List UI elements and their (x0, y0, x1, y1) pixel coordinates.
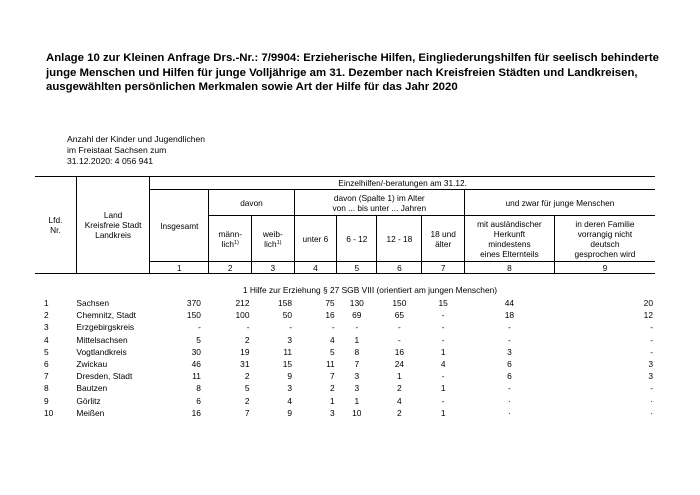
row-region: Mittelsachsen (76, 334, 128, 345)
col-auslaendisch: mit ausländischer Herkunft mindestens eines Elternteils (464, 216, 554, 262)
row-value: 1 (397, 371, 402, 382)
table-row (35, 370, 655, 382)
row-value: 3 (287, 334, 293, 345)
row-value: 2 (397, 407, 402, 418)
row-value: · (508, 395, 511, 406)
row-value: - (650, 346, 653, 357)
row-value: 1 (354, 395, 360, 406)
row-value: 2 (397, 383, 402, 394)
table-header (35, 176, 655, 274)
row-value: 130 (349, 298, 364, 308)
row-region: Görlitz (76, 395, 101, 406)
table-row (35, 358, 655, 370)
col-number: 1 (150, 262, 209, 274)
table-row (35, 309, 655, 321)
document-title: Anlage 10 zur Kleinen Anfrage Drs.-Nr.: 7/9904: Erzieherische Hilfen, Eingliederungshilfen für seelisch behinderte junge Menschen und Hilfen für junge Volljährige am 31. Dezember nach Kreisfreien Städten und Landkreisen, ausgewählten persönlichen Merkmalen sowie Art der Hilfe für das Jahr 2020 (46, 52, 659, 94)
row-value: 2 (330, 383, 335, 394)
row-number: 10 (44, 407, 54, 418)
col-number: 2 (209, 262, 252, 274)
row-number: 1 (44, 298, 49, 308)
row-value: 16 (191, 407, 201, 418)
row-number: 9 (44, 395, 49, 406)
col-number: 4 (294, 262, 337, 274)
row-value: - (650, 322, 653, 333)
row-value: 11 (283, 346, 293, 357)
col-familie: in deren Familie vorrangig nicht deutsch gesprochen wird (554, 216, 655, 262)
row-value: - (397, 322, 401, 333)
row-value: 5 (244, 383, 250, 394)
row-value: 11 (192, 371, 201, 382)
row-value: 3 (648, 371, 653, 382)
row-value: 158 (278, 298, 293, 308)
row-value: 9 (287, 407, 293, 418)
col-number: 6 (377, 262, 422, 274)
row-value: 24 (394, 359, 405, 370)
row-value: 16 (394, 346, 405, 357)
row-value: 11 (325, 359, 335, 370)
row-value: - (441, 310, 445, 321)
row-number: 2 (44, 310, 49, 321)
row-value: - (331, 322, 335, 333)
row-value: 4 (330, 334, 335, 345)
row-value: - (650, 334, 653, 345)
table-row (35, 334, 655, 346)
row-value: 18 (504, 310, 515, 321)
row-value: 8 (196, 383, 201, 394)
row-value: 20 (643, 298, 653, 308)
row-value: 3 (354, 383, 360, 394)
row-region: Meißen (76, 407, 105, 418)
row-value: 1 (330, 395, 335, 406)
table-row (35, 346, 655, 358)
data-table (35, 297, 655, 419)
row-value: 2 (244, 395, 250, 406)
row-value: 19 (240, 346, 250, 357)
row-value: - (441, 334, 445, 345)
table-row (35, 395, 655, 407)
row-value: 1 (440, 383, 446, 394)
row-value: 6 (196, 395, 201, 406)
col-alter-group: davon (Spalte 1) im Alter von ... bis unter ... Jahren (294, 190, 464, 216)
row-value: - (355, 322, 359, 333)
col-zwar-group: und zwar für junge Menschen (464, 190, 655, 216)
col-number: 9 (554, 262, 655, 274)
col-12-18: 12 - 18 (377, 216, 422, 262)
population-note-line3: 31.12.2020: 4 056 941 (67, 156, 154, 166)
row-region: Chemnitz, Stadt (76, 310, 136, 321)
row-region: Zwickau (76, 359, 108, 370)
row-value: - (397, 334, 401, 345)
row-number: 5 (44, 346, 49, 357)
col-unter-6: unter 6 (294, 216, 337, 262)
row-value: - (508, 383, 511, 394)
col-davon: davon (209, 190, 294, 216)
row-value: 3 (330, 407, 335, 418)
row-value: 75 (325, 298, 335, 308)
col-weiblich: weib- lich$^{1)}$ (252, 216, 295, 262)
row-value: · (650, 395, 653, 406)
col-number: 5 (337, 262, 377, 274)
row-value: - (650, 383, 653, 394)
row-value: - (198, 322, 201, 333)
row-value: 1 (440, 346, 446, 357)
row-value: 12 (643, 310, 653, 321)
row-number: 6 (44, 359, 49, 370)
row-value: 1 (440, 407, 446, 418)
row-value: 3 (354, 371, 360, 382)
row-value: 6 (507, 359, 512, 370)
row-value: - (441, 371, 445, 382)
row-value: 44 (504, 298, 515, 308)
row-number: 3 (44, 322, 49, 333)
row-region: Vogtlandkreis (76, 346, 127, 357)
row-value: 150 (186, 310, 201, 321)
row-value: 2 (244, 334, 250, 345)
row-value: 16 (325, 310, 335, 321)
row-value: - (508, 322, 511, 333)
row-value: 6 (507, 371, 512, 382)
row-value: 7 (354, 359, 360, 370)
row-value: 5 (196, 334, 201, 345)
row-region: Bautzen (76, 383, 108, 394)
row-value: 3 (648, 359, 653, 370)
row-number: 8 (44, 383, 49, 394)
table-row (35, 297, 655, 309)
row-value: 4 (440, 359, 446, 370)
table-row (35, 321, 655, 333)
row-value: 31 (240, 359, 250, 370)
row-value: - (246, 322, 250, 333)
row-value: 15 (282, 359, 293, 370)
col-einzelhilfen: Einzelhilfen/-beratungen am 31.12. (150, 177, 655, 190)
table-row (35, 382, 655, 394)
row-value: - (508, 334, 511, 345)
col-6-12: 6 - 12 (337, 216, 377, 262)
col-number: 8 (464, 262, 554, 274)
section-heading: 1 Hilfe zur Erziehung § 27 SGB VIII (orientiert am jungen Menschen) (242, 285, 498, 295)
row-value: 370 (186, 298, 201, 308)
row-value: · (650, 407, 653, 418)
row-value: 212 (235, 298, 250, 308)
col-land: Land Kreisfreie Stadt Landkreis (76, 177, 149, 274)
population-note-line2: im Freistaat Sachsen zum (67, 145, 167, 155)
row-value: 2 (244, 371, 250, 382)
row-value: 8 (354, 346, 360, 357)
row-value: · (508, 407, 511, 418)
col-number: 3 (252, 262, 295, 274)
table-row (35, 407, 655, 419)
row-value: 10 (352, 407, 362, 418)
row-value: 46 (191, 359, 201, 370)
col-maennlich: männ- lich$^{1)}$ (209, 216, 252, 262)
row-value: 7 (330, 371, 335, 382)
row-value: - (441, 322, 445, 333)
population-note (67, 134, 205, 167)
row-value: 15 (438, 298, 448, 308)
row-region: Sachsen (76, 298, 109, 308)
row-value: 50 (282, 310, 293, 321)
row-value: 100 (235, 310, 250, 321)
row-value: 30 (191, 346, 201, 357)
col-18-aelter: 18 und älter (422, 216, 465, 262)
row-value: 150 (392, 298, 407, 308)
row-number: 7 (44, 371, 49, 382)
col-lfd-nr: Lfd. Nr. (35, 177, 76, 274)
row-value: 4 (397, 395, 402, 406)
row-value: 7 (244, 407, 250, 418)
row-value: 9 (287, 371, 293, 382)
row-region: Erzgebirgskreis (76, 322, 135, 333)
row-value: 69 (352, 310, 362, 321)
row-value: 5 (330, 346, 335, 357)
row-value: - (289, 322, 293, 333)
row-value: 4 (287, 395, 293, 406)
row-value: 1 (354, 334, 360, 345)
row-number: 4 (44, 334, 49, 345)
population-note-line1: Anzahl der Kinder und Jugendlichen (67, 134, 206, 144)
row-region: Dresden, Stadt (76, 371, 133, 382)
row-value: 65 (394, 310, 405, 321)
col-number: 7 (422, 262, 465, 274)
row-value: 3 (507, 346, 512, 357)
row-value: - (441, 395, 445, 406)
col-insgesamt: Insgesamt (150, 190, 209, 262)
row-value: 3 (287, 383, 293, 394)
